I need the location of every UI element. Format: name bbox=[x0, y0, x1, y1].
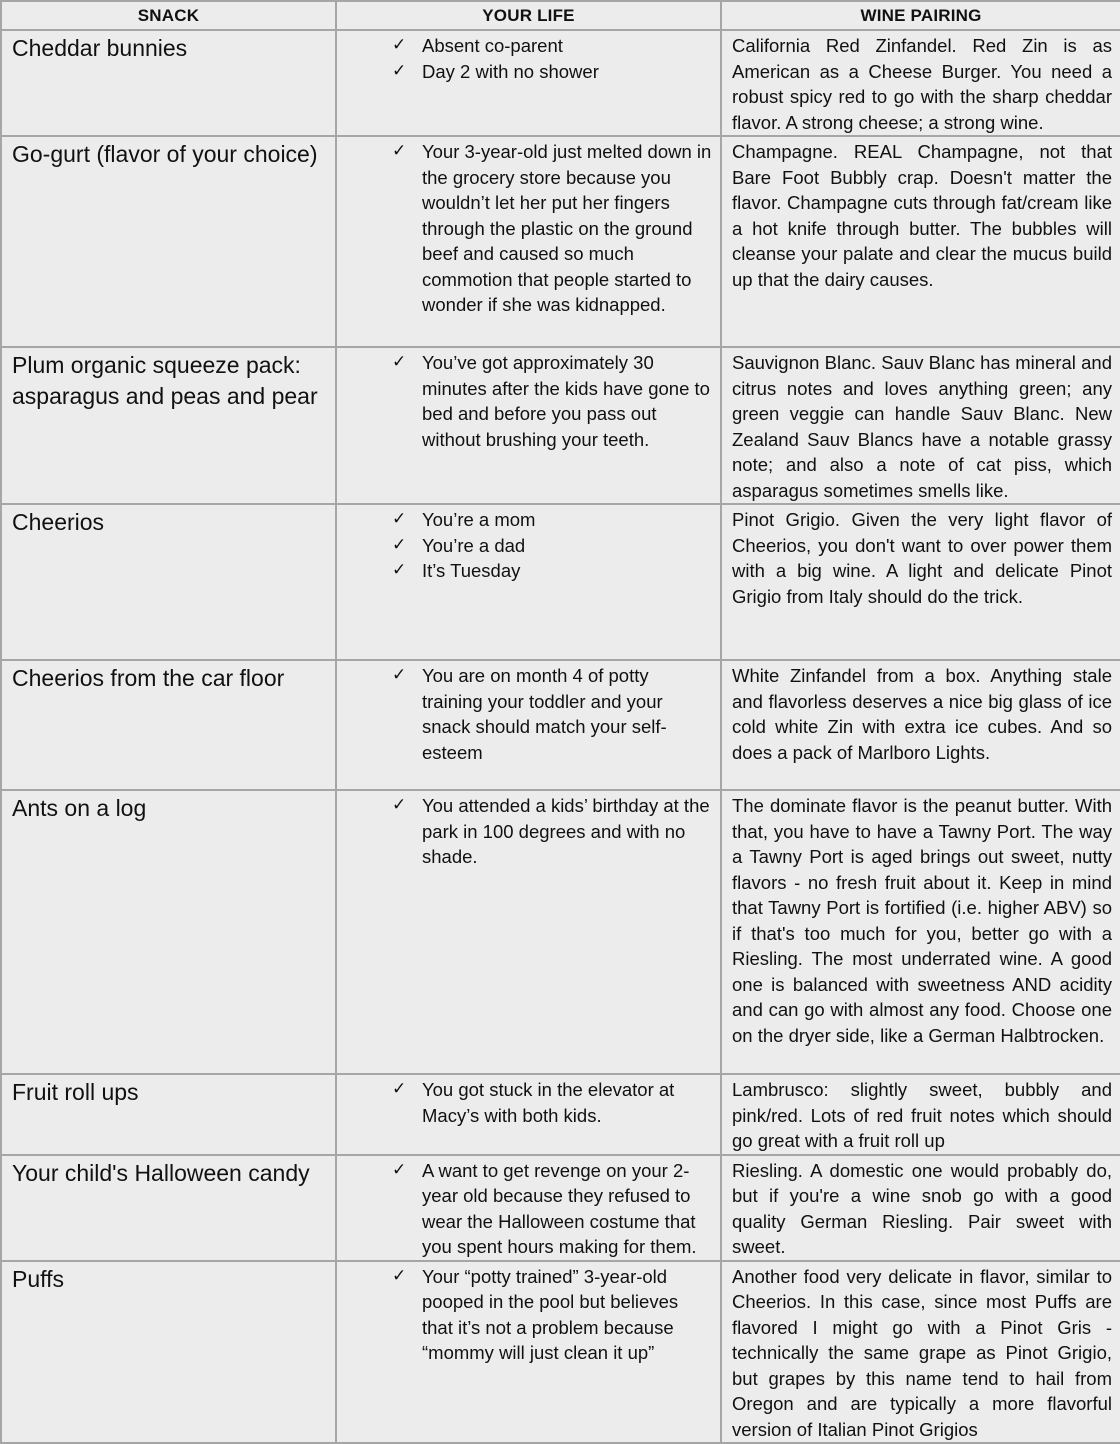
checkmark-icon: ✓ bbox=[392, 795, 407, 815]
table-row bbox=[1, 1261, 1120, 1444]
header-wine-pairing: WINE PAIRING bbox=[721, 1, 1120, 30]
wine-pairing-cell: Champagne. REAL Champagne, not that Bare Foot Bubbly crap. Doesn't matter the flavor. Champagne cuts through fat/cream like a hot knife through butter. The bubbles will cleanse your palate and clear the mucus build up that the dairy causes. bbox=[721, 136, 1120, 347]
your-life-cell bbox=[336, 1155, 721, 1261]
your-life-cell bbox=[336, 347, 721, 504]
life-item-text: Absent co-parent bbox=[422, 35, 563, 56]
snack-cell: Puffs bbox=[1, 1261, 336, 1444]
table-row bbox=[1, 30, 1120, 136]
header-your-life: YOUR LIFE bbox=[336, 1, 721, 30]
life-list-item bbox=[337, 1158, 714, 1260]
life-list-item bbox=[337, 350, 714, 452]
header-row bbox=[1, 1, 1120, 30]
checkmark-icon: ✓ bbox=[392, 141, 407, 161]
table-row bbox=[1, 504, 1120, 660]
your-life-cell bbox=[336, 660, 721, 790]
life-list-item bbox=[337, 533, 714, 559]
your-life-cell bbox=[336, 1074, 721, 1155]
wine-pairing-cell: California Red Zinfandel. Red Zin is as American as a Cheese Burger. You need a robust spicy red to go with the sharp cheddar flavor. A strong cheese; a strong wine. bbox=[721, 30, 1120, 136]
snack-cell: Go-gurt (flavor of your choice) bbox=[1, 136, 336, 347]
life-list-item bbox=[337, 59, 714, 85]
table-row bbox=[1, 790, 1120, 1074]
life-item-text: Your 3-year-old just melted down in the grocery store because you wouldn’t let her put her fingers through the plastic on the ground beef and caused so much commotion that people started to wonder if she was kidnapped. bbox=[422, 141, 712, 315]
wine-pairing-cell: Lambrusco: slightly sweet, bubbly and pink/red. Lots of red fruit notes which should go great with a fruit roll up bbox=[721, 1074, 1120, 1155]
checkmark-icon: ✓ bbox=[392, 509, 407, 529]
life-list-item bbox=[337, 507, 714, 533]
checkmark-icon: ✓ bbox=[392, 534, 407, 555]
life-item-text: You’re a mom bbox=[422, 509, 536, 530]
life-item-text: A want to get revenge on your 2-year old because they refused to wear the Halloween costume that you spent hours making for them. bbox=[422, 1159, 697, 1257]
life-item-text: You attended a kids’ birthday at the park in 100 degrees and with no shade. bbox=[422, 795, 710, 867]
wine-pairing-cell: The dominate flavor is the peanut butter. With that, you have to have a Tawny Port. The way a Tawny Port is aged brings out sweet, nutty flavors - no fresh fruit about it. Keep in mind that Tawny Port is fortified (i.e. higher ABV) so if that's too much for you, better go with a Riesling. The most underrated wine. A good one is balanced with sweetness AND acidity and can go with almost any food. Choose one on the dryer side, like a German Halbtrocken. bbox=[721, 790, 1120, 1074]
snack-cell: Cheerios from the car floor bbox=[1, 660, 336, 790]
wine-pairing-cell: Sauvignon Blanc. Sauv Blanc has mineral and citrus notes and loves anything green; any green veggie can handle Sauv Blanc. New Zealand Sauv Blancs have a notable grassy note; and also a note of cat piss, which asparagus sometimes smells like. bbox=[721, 347, 1120, 504]
life-list-item bbox=[337, 663, 714, 765]
wine-pairing-cell: Riesling. A domestic one would probably do, but if you're a wine snob go with a good quality German Riesling. Pair sweet with sweet. bbox=[721, 1155, 1120, 1261]
life-item-text: You’re a dad bbox=[422, 534, 526, 556]
checkmark-icon: ✓ bbox=[392, 1265, 407, 1286]
table-row bbox=[1, 1155, 1120, 1261]
your-life-cell bbox=[336, 504, 721, 660]
snack-cell: Ants on a log bbox=[1, 790, 336, 1074]
life-list-item bbox=[337, 1264, 714, 1366]
snack-cell: Cheddar bunnies bbox=[1, 30, 336, 136]
life-item-text: Your “potty trained” 3-year-old pooped in the pool but believes that it’s not a problem because “mommy will just clean it up” bbox=[422, 1265, 679, 1363]
wine-pairing-cell: Another food very delicate in flavor, similar to Cheerios. In this case, since most Puffs are flavored I might go with a Pinot Gris - technically the same grape as Pinot Grigio, but grapes by this name tend to hail from Oregon and are typically a more flavorful version of Italian Pinot Grigios bbox=[721, 1261, 1120, 1444]
your-life-cell bbox=[336, 1261, 721, 1444]
wine-pairing-cell: White Zinfandel from a box. Anything stale and flavorless deserves a nice big glass of ice cold white Zin with extra ice cubes. And so does a pack of Marlboro Lights. bbox=[721, 660, 1120, 790]
table-row bbox=[1, 1074, 1120, 1155]
life-item-text: You got stuck in the elevator at Macy’s with both kids. bbox=[422, 1079, 675, 1126]
checkmark-icon: ✓ bbox=[392, 60, 407, 81]
wine-pairing-cell: Pinot Grigio. Given the very light flavor of Cheerios, you don't want to over power them with a big wine. A light and delicate Pinot Grigio from Italy should do the trick. bbox=[721, 504, 1120, 660]
life-list-item bbox=[337, 558, 714, 584]
snack-cell: Your child's Halloween candy bbox=[1, 1155, 336, 1261]
snack-cell: Cheerios bbox=[1, 504, 336, 660]
snack-cell: Fruit roll ups bbox=[1, 1074, 336, 1155]
checkmark-icon: ✓ bbox=[392, 1079, 407, 1099]
table-row bbox=[1, 136, 1120, 347]
life-item-text: Day 2 with no shower bbox=[422, 60, 599, 82]
life-list-item bbox=[337, 139, 714, 318]
life-item-text: You are on month 4 of potty training your toddler and your snack should match your self-esteem bbox=[422, 665, 667, 763]
life-list-item bbox=[337, 1077, 714, 1128]
life-item-text: It’s Tuesday bbox=[422, 560, 521, 581]
life-list-item bbox=[337, 33, 714, 59]
snack-cell: Plum organic squeeze pack: asparagus and peas and pear bbox=[1, 347, 336, 504]
life-item-text: You’ve got approximately 30 minutes after the kids have gone to bed and before you pass out without brushing your teeth. bbox=[422, 352, 710, 450]
checkmark-icon: ✓ bbox=[392, 560, 407, 580]
checkmark-icon: ✓ bbox=[392, 352, 407, 372]
table-row bbox=[1, 660, 1120, 790]
checkmark-icon: ✓ bbox=[392, 1159, 407, 1180]
checkmark-icon: ✓ bbox=[392, 35, 407, 55]
life-list-item bbox=[337, 793, 714, 870]
your-life-cell bbox=[336, 790, 721, 1074]
your-life-cell bbox=[336, 136, 721, 347]
checkmark-icon: ✓ bbox=[392, 665, 407, 685]
your-life-cell bbox=[336, 30, 721, 136]
header-snack: SNACK bbox=[1, 1, 336, 30]
table-body bbox=[1, 30, 1120, 1443]
table-row bbox=[1, 347, 1120, 504]
